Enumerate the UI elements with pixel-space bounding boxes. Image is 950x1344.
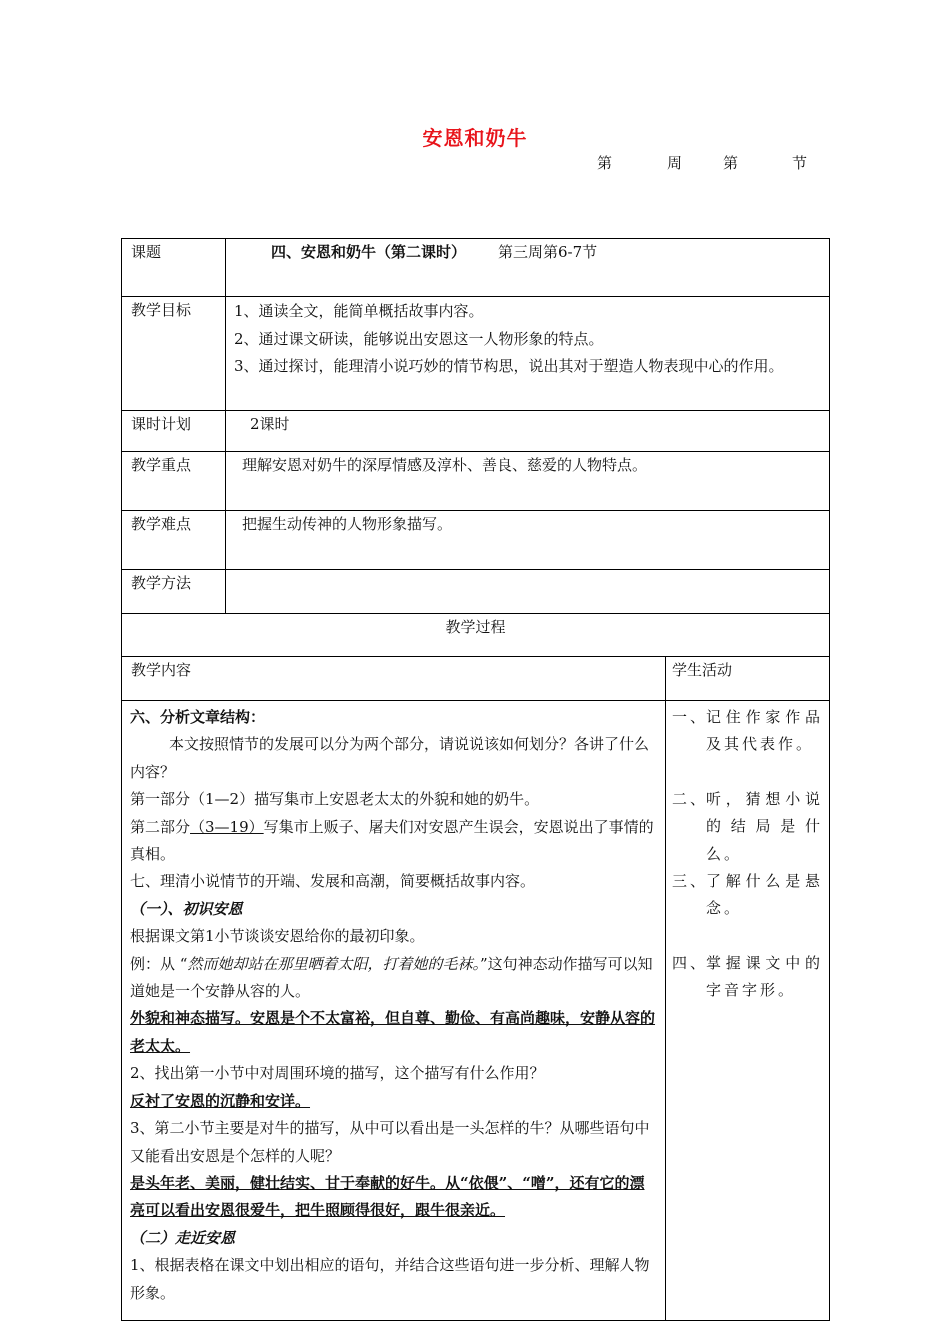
student-activities xyxy=(666,701,830,1321)
week-label-zhou: 周 xyxy=(667,154,683,172)
week-label-jie: 节 xyxy=(792,154,808,172)
week-label-di2: 第 xyxy=(723,154,739,172)
row-main xyxy=(122,701,830,1321)
subsection-2-title: （二）走近安恩 xyxy=(130,1228,236,1247)
plan-value: 2课时 xyxy=(226,411,830,452)
topic-schedule: 第三周第6-7节 xyxy=(498,243,598,261)
plan-label: 课时计划 xyxy=(122,411,226,452)
activity-item: 二、 听，猜想小说的结局是什么。 xyxy=(672,789,824,863)
part-2: 第二部分（3—19）写集市上贩子、屠夫们对安恩产生误会，安恩说出了事情的真相。 xyxy=(130,817,654,864)
week-label-di: 第 xyxy=(597,154,613,172)
example-text: 例：从 “然而她却站在那里晒着太阳，打着她的毛袜。”这句神态动作描写可以知道她是一个安静从容的人。 xyxy=(130,954,653,1001)
subsection-1-title: （一）、初识安恩 xyxy=(130,899,243,918)
answer-2: 反衬了安恩的沉静和安详。 xyxy=(130,1091,311,1110)
document-title: 安恩和奶牛 xyxy=(422,126,528,150)
row-topic xyxy=(122,239,830,297)
difficulty-label: 教学难点 xyxy=(122,511,226,570)
goal-item: 1、通读全文，能简单概括故事内容。 xyxy=(234,302,484,320)
activity-header: 学生活动 xyxy=(666,657,830,701)
part-1: 第一部分（1—2）描写集市上安恩老太太的外貌和她的奶牛。 xyxy=(130,790,540,809)
section-6-intro: 本文按照情节的发展可以分为两个部分，请说说该如何划分？各讲了什么内容？ xyxy=(130,735,650,781)
difficulty-value: 把握生动传神的人物形象描写。 xyxy=(226,511,830,570)
method-value xyxy=(226,570,830,614)
teaching-content xyxy=(122,701,666,1321)
goals-cell xyxy=(226,297,830,411)
process-label: 教学过程 xyxy=(122,614,830,657)
row-process xyxy=(122,614,830,657)
question-2: 2、找出第一小节中对周围环境的描写，这个描写有什么作用？ xyxy=(130,1064,545,1083)
row-hours xyxy=(122,411,830,452)
topic-cell xyxy=(226,239,830,297)
answer-1: 外貌和神态描写。安恩是个不太富裕，但自尊、勤俭、有高尚趣味，安静从容的老太太。 xyxy=(130,1009,656,1055)
section-6-title: 六、分析文章结构： xyxy=(130,708,266,726)
row-goals xyxy=(122,297,830,411)
content-header: 教学内容 xyxy=(122,657,666,701)
lesson-plan-table xyxy=(121,238,830,1321)
topic-value: 四、安恩和奶牛（第二课时） xyxy=(271,243,467,261)
row-difficulty xyxy=(122,511,830,570)
activity-item: 一、 记住作家作品及其代表作。 xyxy=(672,708,824,754)
topic-label: 课题 xyxy=(122,239,226,297)
focus-label: 教学重点 xyxy=(122,452,226,511)
row-headers xyxy=(122,657,830,701)
goal-item: 2、通过课文研读，能够说出安恩这一人物形象的特点。 xyxy=(234,329,604,348)
answer-3: 是头年老、美丽，健壮结实、甘于奉献的好牛。从“依偎”、“噌”，还有它的漂亮可以看出安恩很爱牛，把牛照顾得很好，跟牛很亲近。 xyxy=(130,1173,645,1220)
row-method xyxy=(122,570,830,614)
activity-item: 四、 掌握课文中的字音字形。 xyxy=(672,953,824,1000)
focus-value: 理解安恩对奶牛的深厚情感及淳朴、善良、慈爱的人物特点。 xyxy=(226,452,830,511)
activity-item: 三、 了解什么是悬念。 xyxy=(672,872,824,918)
section-7: 七、理清小说情节的开端、发展和高潮，简要概括故事内容。 xyxy=(130,872,536,891)
question-1: 根据课文第1小节谈谈安恩给你的最初印象。 xyxy=(130,927,425,946)
question-3: 3、第二小节主要是对牛的描写，从中可以看出是一头怎样的牛？从哪些语句中又能看出安恩是个怎样的人呢？ xyxy=(130,1119,650,1165)
row-focus xyxy=(122,452,830,511)
goal-item: 3、通过探讨，能理清小说巧妙的情节构思，说出其对于塑造人物表现中心的作用。 xyxy=(234,357,784,375)
method-label: 教学方法 xyxy=(122,570,226,614)
goals-label: 教学目标 xyxy=(122,297,226,411)
question-4: 1、根据表格在课文中划出相应的语句，并结合这些语句进一步分析、理解人物形象。 xyxy=(130,1256,650,1302)
